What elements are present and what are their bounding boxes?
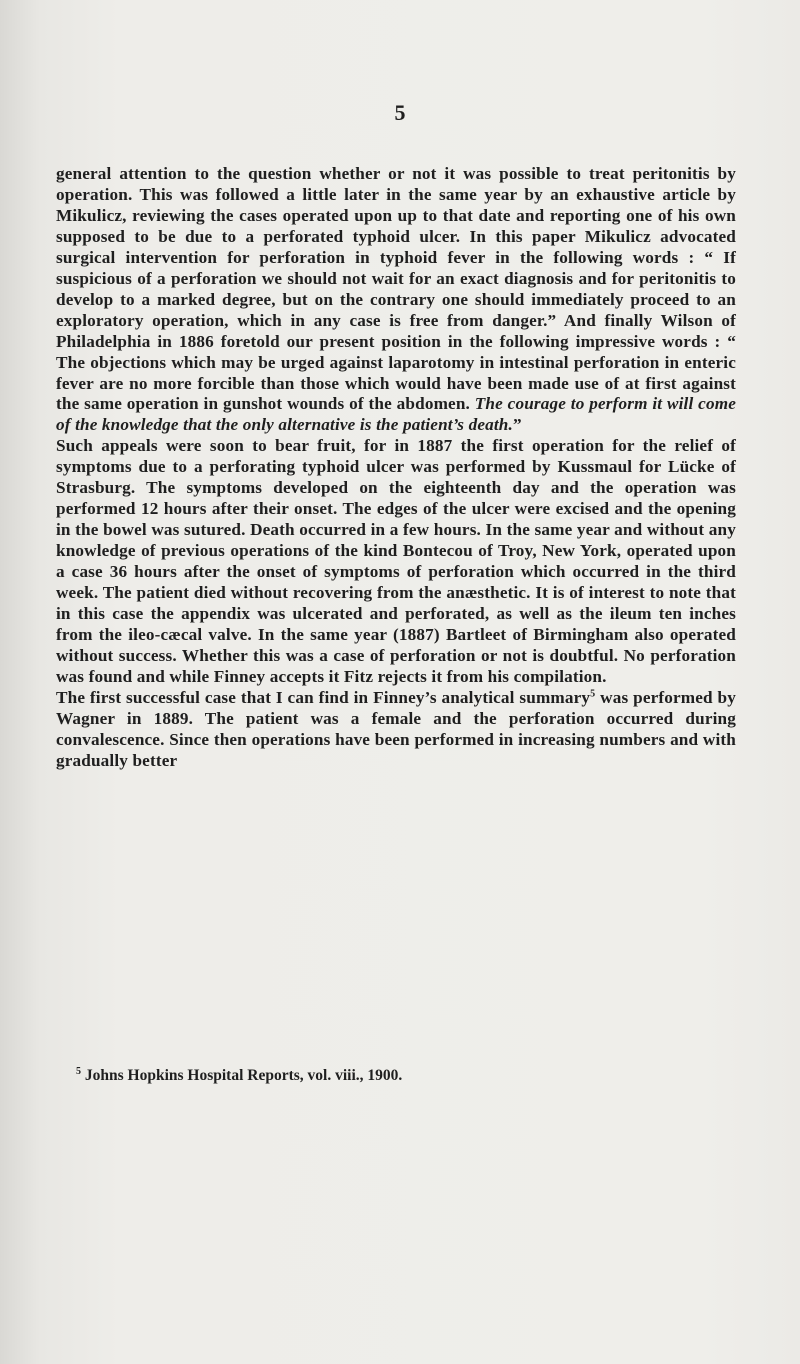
wilson-quote-italic: The courage to perform it will come of the knowledge that the only alternative is the patient’s death.	[56, 394, 737, 435]
paragraph-1-text: general attention to the question whether or not it was possible to treat peritonitis by operation. This was followed a little later in the same year by an exhaustive article by Mikulicz, reviewing the cases operated upon up to that date and reporting one of his own supposed to be due to a perforated typhoid ulcer. In this paper Mikulicz advocated surgical intervention for perforation in typhoid fever in the following words : “ If suspicious of a perforation we should not wait for an exact diagnosis and for peritonitis to develop to a marked degree, but on the contrary one should immediately proceed to an exploratory operation, which in any case is free from danger.” And finally Wilson of Philadelphia in 1886 foretold our present position in the following impressive words : “ The objections which may be urged against laparotomy in intestinal perforation in enteric fever are no more forcible than those which would have been made use of at first against the same operation in gunshot wounds of the abdomen.	[56, 164, 736, 414]
footnote-reference: 5	[590, 688, 596, 700]
paragraph-2-text: Such appeals were soon to bear fruit, for in 1887 the first operation for the relief of symptoms due to a perforating typhoid ulcer was performed by Kussmaul for Lücke of Strasburg. The symptoms developed on the eighteenth day and the operation was performed 12 hours after their onset. The edges of the ulcer were excised and the opening in the bowel was sutured. Death occurred in a few hours. In the same year and without any knowledge of previous operations of the kind Bontecou of Troy, New York, operated upon a case 36 hours after the onset of symptoms of perforation which occurred in the third week. The patient died without recovering from the anæsthetic. It is of interest to note that in this case the appendix was ulcerated and perforated, as well as the ileum ten inches from the ileo-cæcal valve. In the same year (1887) Bartleet of Birmingham also operated without success. Whether this was a case of perforation or not is doubtful. No perforation was found and while Finney accepts it Fitz rejects it from his compilation.	[56, 436, 736, 686]
paragraph-3-text-after: was performed by Wagner in 1889. The patient was a female and the perforation occurred during convalescence. Since then operations have been performed in increasing numbers and with gradually better	[56, 687, 736, 770]
paragraph-3-text-before: The first successful case that I can find in Finney’s analytical summary	[56, 687, 591, 707]
paragraph-1	[56, 164, 736, 436]
body-text	[56, 164, 736, 772]
footnote-marker: 5	[76, 1065, 81, 1077]
quote-close: ”	[512, 415, 522, 435]
page-number: 5	[394, 100, 406, 125]
footnote-text: Johns Hopkins Hospital Reports, vol. viii., 1900.	[81, 1067, 403, 1084]
footnote	[76, 1066, 736, 1086]
paragraph-3	[56, 688, 736, 772]
paragraph-2	[56, 436, 736, 687]
